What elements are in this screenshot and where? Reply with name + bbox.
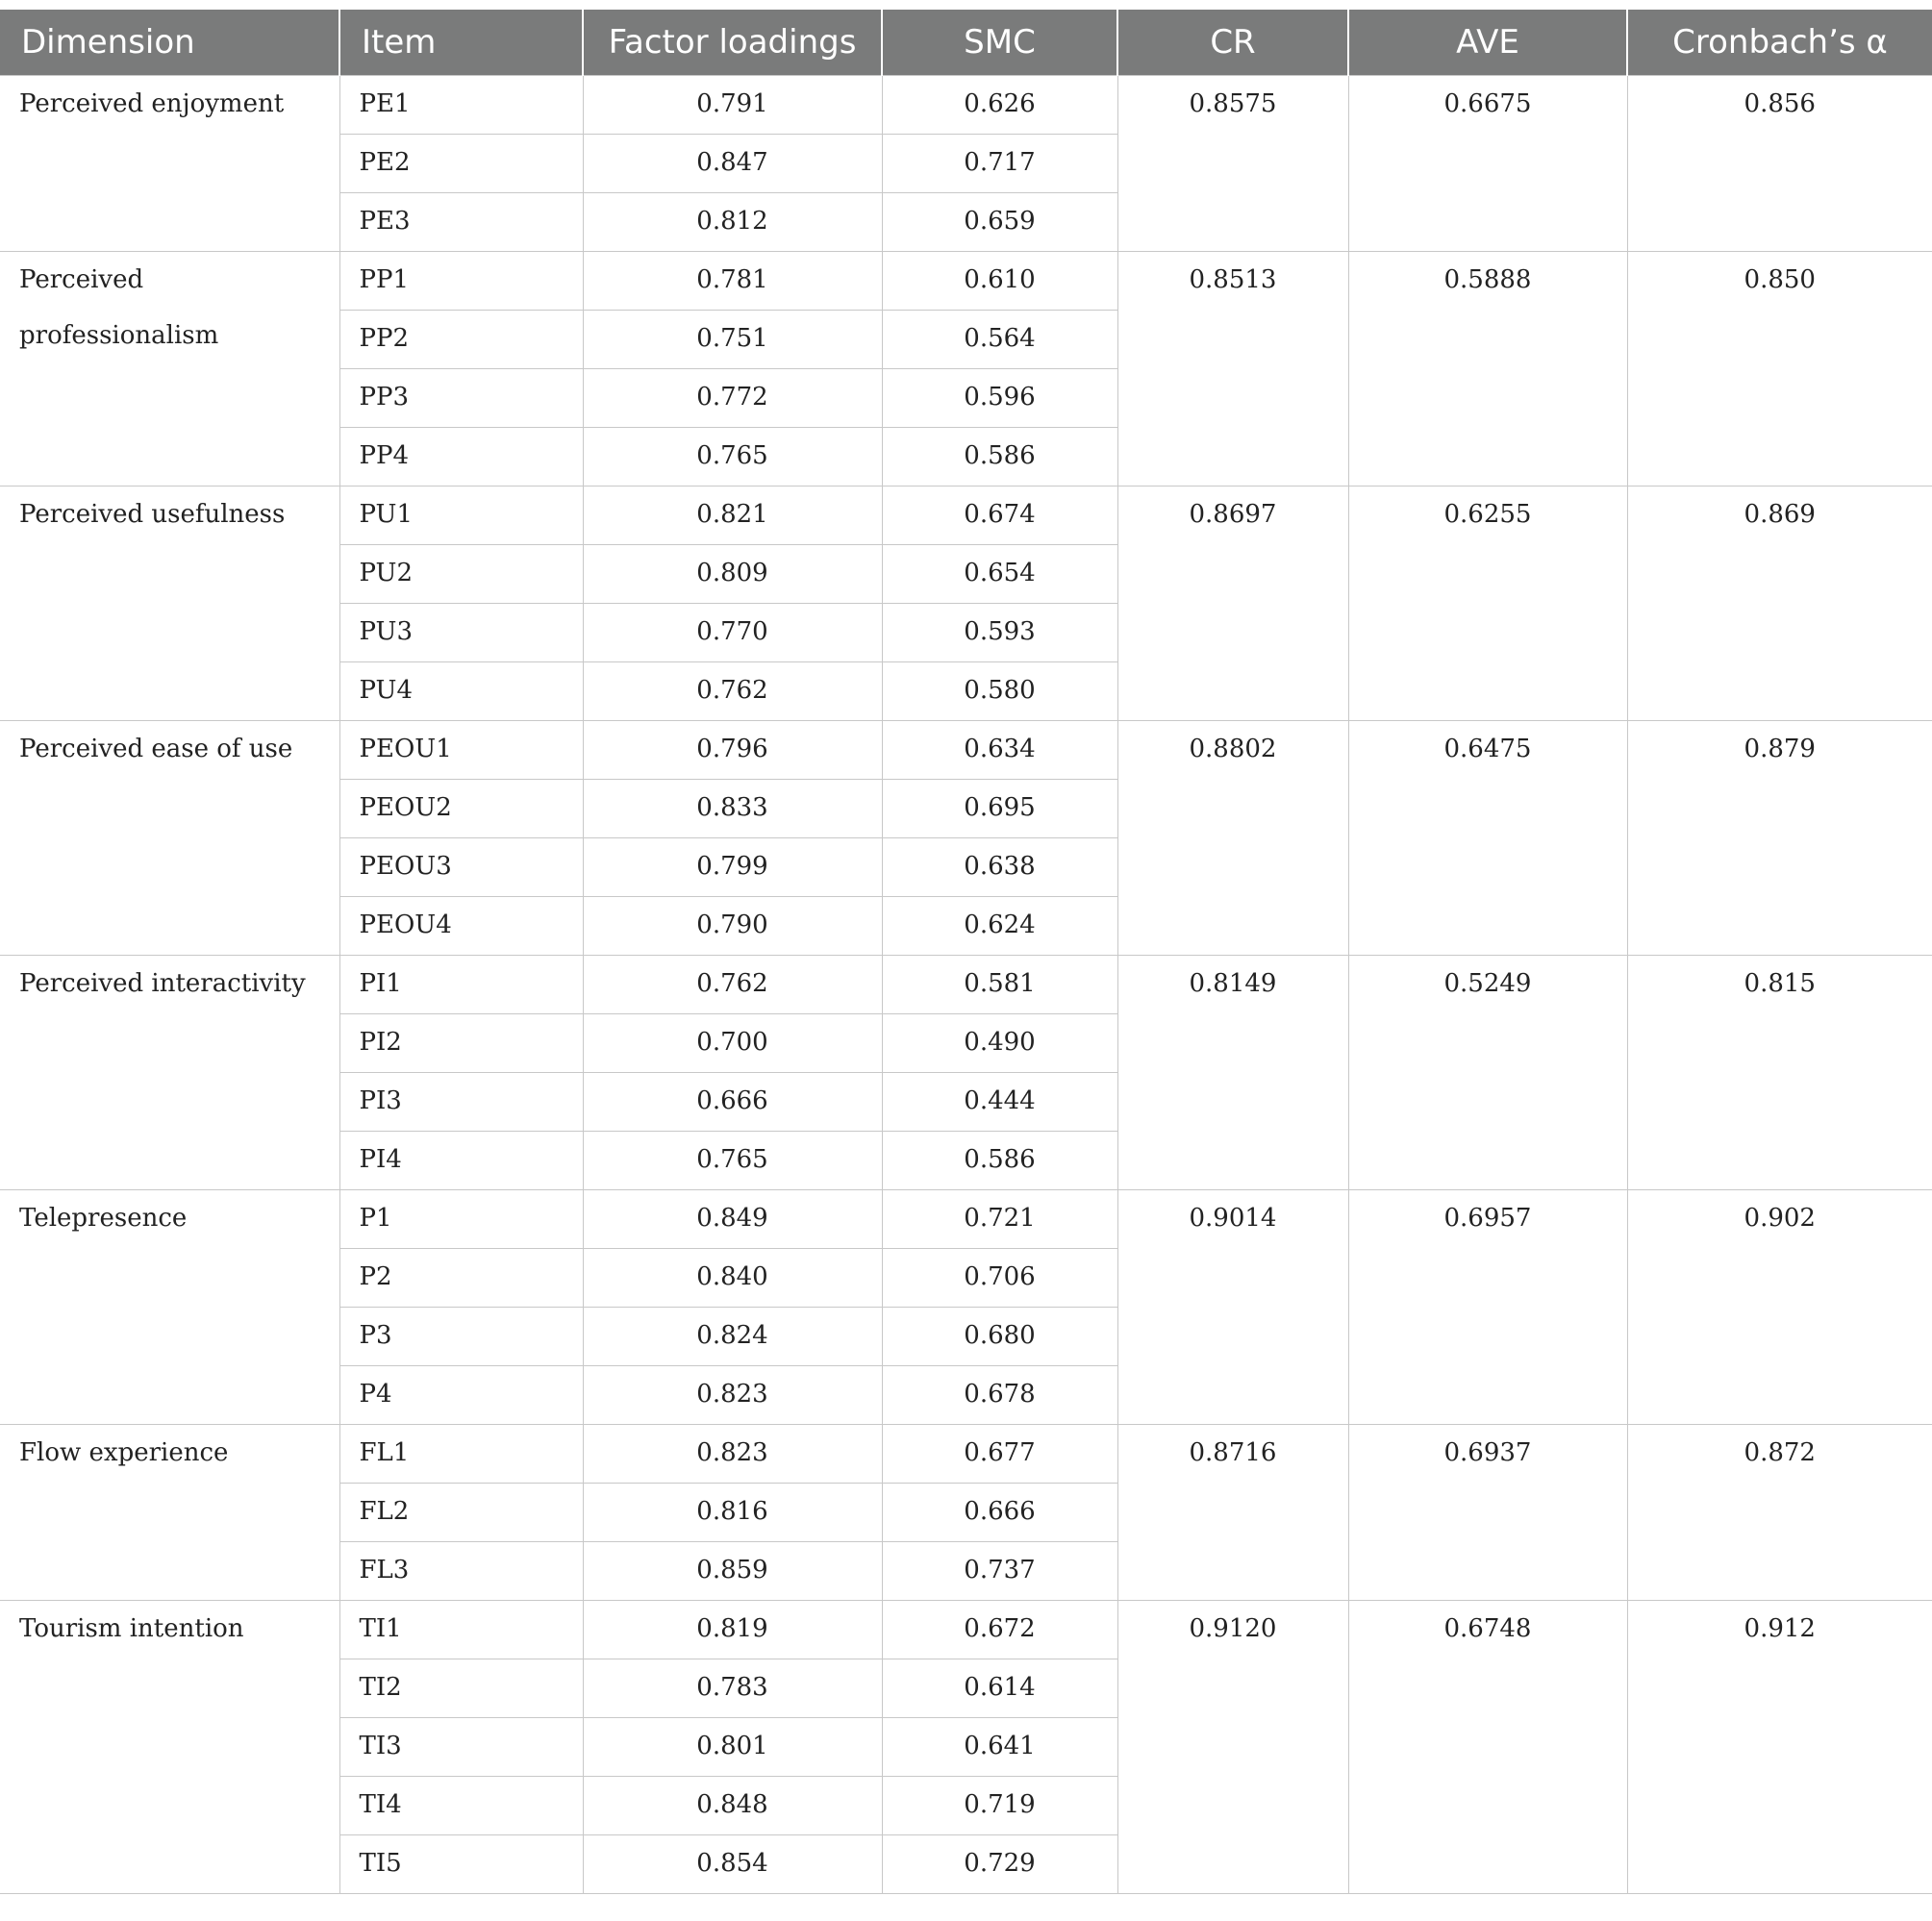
item-cell: TI5	[339, 1835, 583, 1894]
item-cell: TI1	[339, 1601, 583, 1659]
factor-loading-cell: 0.840	[583, 1249, 882, 1308]
factor-loading-cell: 0.848	[583, 1777, 882, 1835]
header-row	[0, 10, 1932, 76]
cr-cell: 0.8149	[1117, 956, 1348, 1190]
factor-loading-cell: 0.799	[583, 838, 882, 897]
cr-cell: 0.8697	[1117, 486, 1348, 721]
factor-loading-cell: 0.823	[583, 1425, 882, 1484]
table-row	[0, 956, 1932, 1014]
table-row	[0, 252, 1932, 311]
item-cell: TI3	[339, 1718, 583, 1777]
dimension-cell: Perceived ease of use	[0, 721, 339, 956]
cr-cell: 0.8575	[1117, 76, 1348, 252]
ave-cell: 0.6675	[1348, 76, 1627, 252]
ave-cell: 0.5888	[1348, 252, 1627, 486]
factor-loading-cell: 0.812	[583, 193, 882, 252]
item-cell: PI4	[339, 1132, 583, 1190]
smc-cell: 0.678	[882, 1366, 1117, 1425]
smc-cell: 0.626	[882, 76, 1117, 135]
dimension-cell: Perceived enjoyment	[0, 76, 339, 252]
cr-cell: 0.8716	[1117, 1425, 1348, 1601]
factor-loading-cell: 0.833	[583, 780, 882, 838]
cr-cell: 0.8513	[1117, 252, 1348, 486]
factor-loading-cell: 0.859	[583, 1542, 882, 1601]
header-factor-loadings: Factor loadings	[583, 10, 882, 76]
item-cell: PU1	[339, 486, 583, 545]
item-cell: FL1	[339, 1425, 583, 1484]
factor-loading-cell: 0.849	[583, 1190, 882, 1249]
smc-cell: 0.666	[882, 1484, 1117, 1542]
ave-cell: 0.6748	[1348, 1601, 1627, 1894]
item-cell: PEOU3	[339, 838, 583, 897]
item-cell: P2	[339, 1249, 583, 1308]
table-row	[0, 1190, 1932, 1249]
item-cell: P3	[339, 1308, 583, 1366]
smc-cell: 0.490	[882, 1014, 1117, 1073]
smc-cell: 0.729	[882, 1835, 1117, 1894]
smc-cell: 0.614	[882, 1659, 1117, 1718]
smc-cell: 0.721	[882, 1190, 1117, 1249]
factor-loading-cell: 0.819	[583, 1601, 882, 1659]
header-dimension: Dimension	[0, 10, 339, 76]
smc-cell: 0.654	[882, 545, 1117, 604]
smc-cell: 0.586	[882, 428, 1117, 486]
smc-cell: 0.624	[882, 897, 1117, 956]
factor-loading-cell: 0.751	[583, 311, 882, 369]
item-cell: PI3	[339, 1073, 583, 1132]
dimension-cell: Telepresence	[0, 1190, 339, 1425]
factor-loading-cell: 0.666	[583, 1073, 882, 1132]
factor-loading-cell: 0.816	[583, 1484, 882, 1542]
cr-cell: 0.8802	[1117, 721, 1348, 956]
factor-loading-cell: 0.783	[583, 1659, 882, 1718]
reliability-validity-table	[0, 10, 1932, 1894]
factor-loading-cell: 0.791	[583, 76, 882, 135]
factor-loading-cell: 0.772	[583, 369, 882, 428]
smc-cell: 0.680	[882, 1308, 1117, 1366]
cronbach-alpha-cell: 0.902	[1627, 1190, 1932, 1425]
table-row	[0, 721, 1932, 780]
smc-cell: 0.586	[882, 1132, 1117, 1190]
smc-cell: 0.674	[882, 486, 1117, 545]
factor-loading-cell: 0.700	[583, 1014, 882, 1073]
item-cell: PP4	[339, 428, 583, 486]
factor-loading-cell: 0.762	[583, 956, 882, 1014]
smc-cell: 0.444	[882, 1073, 1117, 1132]
item-cell: PEOU2	[339, 780, 583, 838]
header-ave: AVE	[1348, 10, 1627, 76]
smc-cell: 0.717	[882, 135, 1117, 193]
smc-cell: 0.677	[882, 1425, 1117, 1484]
factor-loading-cell: 0.762	[583, 662, 882, 721]
smc-cell: 0.719	[882, 1777, 1117, 1835]
item-cell: PU2	[339, 545, 583, 604]
table-row	[0, 1601, 1932, 1659]
table-row	[0, 486, 1932, 545]
smc-cell: 0.593	[882, 604, 1117, 662]
ave-cell: 0.6475	[1348, 721, 1627, 956]
item-cell: TI2	[339, 1659, 583, 1718]
item-cell: PEOU4	[339, 897, 583, 956]
factor-loading-cell: 0.824	[583, 1308, 882, 1366]
ave-cell: 0.5249	[1348, 956, 1627, 1190]
item-cell: PU4	[339, 662, 583, 721]
dimension-cell: Flow experience	[0, 1425, 339, 1601]
table-body	[0, 76, 1932, 1894]
smc-cell: 0.564	[882, 311, 1117, 369]
ave-cell: 0.6957	[1348, 1190, 1627, 1425]
factor-loading-cell: 0.765	[583, 1132, 882, 1190]
smc-cell: 0.581	[882, 956, 1117, 1014]
item-cell: PI1	[339, 956, 583, 1014]
cr-cell: 0.9120	[1117, 1601, 1348, 1894]
cronbach-alpha-cell: 0.856	[1627, 76, 1932, 252]
item-cell: PE3	[339, 193, 583, 252]
dimension-cell: Tourism intention	[0, 1601, 339, 1894]
factor-loading-cell: 0.770	[583, 604, 882, 662]
factor-loading-cell: 0.854	[583, 1835, 882, 1894]
smc-cell: 0.641	[882, 1718, 1117, 1777]
smc-cell: 0.737	[882, 1542, 1117, 1601]
header-smc: SMC	[882, 10, 1117, 76]
cronbach-alpha-cell: 0.912	[1627, 1601, 1932, 1894]
table-row	[0, 1425, 1932, 1484]
cr-cell: 0.9014	[1117, 1190, 1348, 1425]
dimension-cell: Perceived professionalism	[0, 252, 339, 486]
item-cell: P1	[339, 1190, 583, 1249]
cronbach-alpha-cell: 0.879	[1627, 721, 1932, 956]
smc-cell: 0.695	[882, 780, 1117, 838]
cronbach-alpha-cell: 0.869	[1627, 486, 1932, 721]
factor-loading-cell: 0.801	[583, 1718, 882, 1777]
dimension-cell: Perceived usefulness	[0, 486, 339, 721]
ave-cell: 0.6937	[1348, 1425, 1627, 1601]
factor-loading-cell: 0.809	[583, 545, 882, 604]
ave-cell: 0.6255	[1348, 486, 1627, 721]
smc-cell: 0.638	[882, 838, 1117, 897]
header-item: Item	[339, 10, 583, 76]
item-cell: FL3	[339, 1542, 583, 1601]
item-cell: TI4	[339, 1777, 583, 1835]
cronbach-alpha-cell: 0.872	[1627, 1425, 1932, 1601]
item-cell: PI2	[339, 1014, 583, 1073]
item-cell: FL2	[339, 1484, 583, 1542]
smc-cell: 0.634	[882, 721, 1117, 780]
smc-cell: 0.596	[882, 369, 1117, 428]
item-cell: PP2	[339, 311, 583, 369]
cronbach-alpha-cell: 0.850	[1627, 252, 1932, 486]
factor-loading-cell: 0.796	[583, 721, 882, 780]
item-cell: PE1	[339, 76, 583, 135]
table-row	[0, 76, 1932, 135]
header-cronbach-alpha: Cronbach’s α	[1627, 10, 1932, 76]
item-cell: PE2	[339, 135, 583, 193]
smc-cell: 0.672	[882, 1601, 1117, 1659]
dimension-cell: Perceived interactivity	[0, 956, 339, 1190]
table-header	[0, 10, 1932, 76]
smc-cell: 0.659	[882, 193, 1117, 252]
factor-loading-cell: 0.821	[583, 486, 882, 545]
item-cell: PU3	[339, 604, 583, 662]
item-cell: PEOU1	[339, 721, 583, 780]
cronbach-alpha-cell: 0.815	[1627, 956, 1932, 1190]
factor-loading-cell: 0.781	[583, 252, 882, 311]
smc-cell: 0.610	[882, 252, 1117, 311]
item-cell: PP1	[339, 252, 583, 311]
item-cell: P4	[339, 1366, 583, 1425]
table-container	[0, 10, 1932, 1894]
smc-cell: 0.580	[882, 662, 1117, 721]
factor-loading-cell: 0.765	[583, 428, 882, 486]
factor-loading-cell: 0.790	[583, 897, 882, 956]
smc-cell: 0.706	[882, 1249, 1117, 1308]
header-cr: CR	[1117, 10, 1348, 76]
factor-loading-cell: 0.847	[583, 135, 882, 193]
factor-loading-cell: 0.823	[583, 1366, 882, 1425]
item-cell: PP3	[339, 369, 583, 428]
